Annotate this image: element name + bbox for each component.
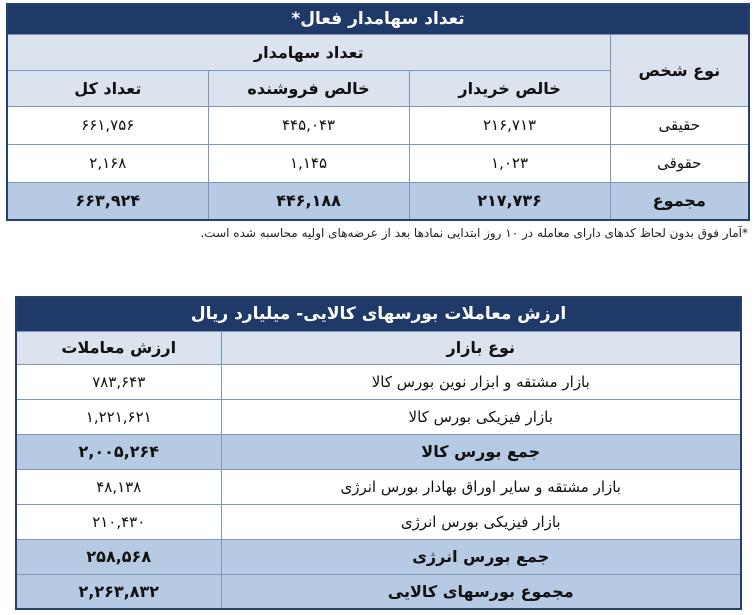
col-header-net-buyer: خالص خریدار	[409, 70, 610, 106]
commodity-exchange-value-table	[15, 296, 742, 610]
market-type-cell: بازار مشتقه و سایر اوراق بهادار بورس انرژی	[221, 469, 741, 504]
sum-row	[16, 539, 741, 574]
sum-net-seller: ۴۴۶,۱۸۸	[208, 182, 409, 220]
trade-value-cell: ۱,۲۲۱,۶۲۱	[16, 399, 221, 434]
sum-row	[16, 434, 741, 469]
table-row	[7, 106, 749, 144]
net-buyer-cell: ۱,۰۲۳	[409, 144, 610, 182]
person-type-cell: حقوقی	[610, 144, 749, 182]
trade-value-cell: ۷۸۳,۶۴۳	[16, 364, 221, 399]
table-title: ارزش معاملات بورسهای کالایی- میلیارد ریال	[16, 297, 741, 331]
person-type-cell: حقیقی	[610, 106, 749, 144]
trade-value-cell: ۲۵۸,۵۶۸	[16, 539, 221, 574]
table-title: تعداد سهامدار فعال*	[7, 4, 749, 34]
net-seller-cell: ۱,۱۴۵	[208, 144, 409, 182]
col-header-market-type: نوع بازار	[221, 331, 741, 364]
table-row	[7, 144, 749, 182]
col-header-trade-value: ارزش معاملات	[16, 331, 221, 364]
sum-row	[7, 182, 749, 220]
market-type-cell: بازار فیزیکی بورس انرژی	[221, 504, 741, 539]
table-row	[16, 364, 741, 399]
trade-value-cell: ۲۱۰,۴۳۰	[16, 504, 221, 539]
market-type-cell: جمع بورس کالا	[221, 434, 741, 469]
sum-total: ۶۶۳,۹۲۴	[7, 182, 208, 220]
table-row	[16, 504, 741, 539]
market-type-cell: بازار مشتقه و ابزار نوین بورس کالا	[221, 364, 741, 399]
sum-label: مجموع	[610, 182, 749, 220]
group-header-shareholders: تعداد سهامدار	[7, 34, 610, 70]
market-type-cell: مجموع بورسهای کالایی	[221, 574, 741, 609]
active-shareholders-table	[6, 3, 750, 221]
total-cell: ۲,۱۶۸	[7, 144, 208, 182]
market-type-cell: بازار فیزیکی بورس کالا	[221, 399, 741, 434]
trade-value-cell: ۴۸,۱۳۸	[16, 469, 221, 504]
col-header-person-type: نوع شخص	[610, 34, 749, 106]
sum-net-buyer: ۲۱۷,۷۳۶	[409, 182, 610, 220]
net-buyer-cell: ۲۱۶,۷۱۳	[409, 106, 610, 144]
table-row	[16, 469, 741, 504]
net-seller-cell: ۴۴۵,۰۴۳	[208, 106, 409, 144]
market-type-cell: جمع بورس انرژی	[221, 539, 741, 574]
sum-row	[16, 574, 741, 609]
col-header-net-seller: خالص فروشنده	[208, 70, 409, 106]
trade-value-cell: ۲,۰۰۵,۲۶۴	[16, 434, 221, 469]
footnote: *آمار فوق بدون لحاظ کدهای دارای معامله در ۱۰ روز ابتدایی نمادها بعد از عرضه‌های اولیه محاسبه شده است.	[200, 226, 748, 240]
trade-value-cell: ۲,۲۶۳,۸۳۲	[16, 574, 221, 609]
total-cell: ۶۶۱,۷۵۶	[7, 106, 208, 144]
col-header-total: تعداد کل	[7, 70, 208, 106]
table-row	[16, 399, 741, 434]
